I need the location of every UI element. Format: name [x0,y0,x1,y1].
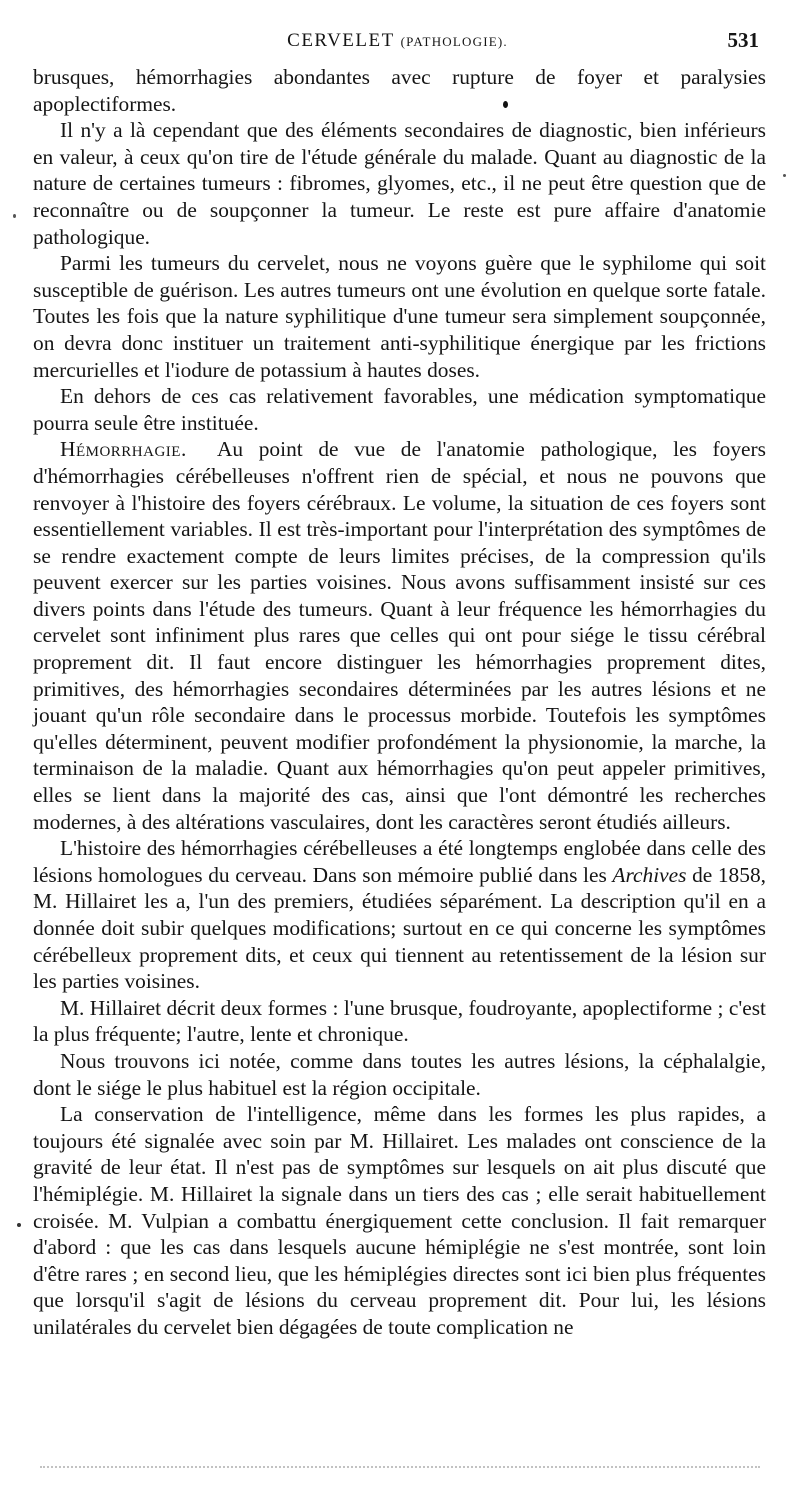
section-heading: Hémorrhagie. [60,437,187,462]
paragraph: M. Hillairet décrit deux formes : l'une brusque, foudroyante, apoplectiforme ; c'est la plus fréquente; l'autre, lente et chronique. [33,995,766,1047]
paragraph: Nous trouvons ici notée, comme dans toutes les autres lésions, la céphalalgie, dont le siége le plus habituel est la région occipitale. [33,1048,766,1100]
paragraph: Il n'y a là cependant que des éléments secondaires de diagnostic, bien inférieurs en valeur, à ceux qu'on tire de l'étude générale du malade. Quant au diagnostic de la nature de certaines tumeurs : fibromes, glyomes, etc., il ne peut être question que de reconnaître ou de soupçonner la tumeur. Le reste est pure affaire d'anatomie pathologique. [33,118,766,249]
running-head [30,28,765,62]
paragraph-text: Au point de vue de l'anatomie pathologique, les foyers d'hémorrhagies cérébelleuses n'offrent rien de spécial, et nous ne pouvons que renvoyer à l'histoire des foyers cérébraux. Le volume, la situation de ces foyers sont essentiellement variables. Il est très-important pour l'interprétation des symptômes de se rendre exactement compte de leurs limites précises, de la compression qu'ils peuvent exercer sur les parties voisines. Nous avons suffisamment insisté sur ces divers points dans l'étude des tumeurs. Quant à leur fréquence les hémorrhagies du cervelet sont infiniment plus rares que celles qui ont pour siége le tissu cérébral proprement dit. Il faut encore distinguer les hémorrhagies proprement dites, primitives, des hémorrhagies secondaires déterminées par les autres lésions et ne jouant qu'un rôle secondaire dans le processus morbide. Toutefois les symptômes qu'elles déterminent, peuvent modifier profondément la physionomie, la marche, la terminaison de la maladie. Quant aux hémorrhagies qu'on peut appeler primitives, elles se lient dans la majorité des cas, ainsi que l'ont démontré les recherches modernes, à des altérations vasculaires, dont les caractères seront étudiés ailleurs. [33,437,767,834]
print-speck [13,214,16,218]
paragraph-hemorrhagie [33,436,766,835]
running-title-sub: (PATHOLOGIE). [400,34,508,49]
paragraph: Parmi les tumeurs du cervelet, nous ne voyons guère que le syphilome qui soit susceptible de guérison. Les autres tumeurs ont une évolution en quelque sorte fatale. Toutes les fois que la nature syphilitique d'une tumeur sera simplement soupçonnée, on devra donc instituer un traitement anti-syphilitique énergique par les frictions mercurielles et l'iodure de potassium à hautes doses. [33,251,766,382]
print-speck [783,174,786,177]
paragraph [33,835,766,995]
journal-title: Archives [612,862,687,887]
page-number: 531 [727,28,759,52]
paragraph: En dehors de ces cas relativement favorables, une médication symptomatique pourra seule être instituée. [33,384,766,435]
body-text [33,64,766,1341]
print-speck [17,1223,21,1227]
page-bottom-bleed [40,1466,760,1474]
paragraph-text: de 1858, M. Hillairet les a, l'un des premiers, étudiées séparément. La description qu'il en a donnée doit subir quelques modifications; surtout en ce qui concerne les symptômes cérébelleux proprement dits, et ceux qui tiennent au retentissement de la lésion sur les parties voisines. [33,862,766,994]
running-title-main: CERVELET [287,30,395,51]
running-title [30,30,765,52]
paragraph: brusques, hémorrhagies abondantes avec rupture de foyer et paralysies apoplectiformes. [33,65,766,116]
paragraph-text: L'histoire des hémorrhagies cérébelleuses a été longtemps englobée dans celle des lésions homologues du cerveau. Dans son mémoire publié dans les [33,836,766,887]
paragraph: La conservation de l'intelligence, même dans les formes les plus rapides, a toujours été signalée avec soin par M. Hillairet. Les malades ont conscience de la gravité de leur état. Il n'est pas de symptômes sur lesquels on ait plus discuté que l'hémiplégie. M. Hillairet la signale dans un tiers des cas ; elle serait habituellement croisée. M. Vulpian a combattu énergiquement cette conclusion. Il fait remarquer d'abord : que les cas dans lesquels aucune hémiplégie ne s'est montrée, sont loin d'être rares ; en second lieu, que les hémiplégies directes sont ici bien plus fréquentes que lorsqu'il s'agit de lésions du cerveau proprement dit. Pour lui, les lésions unilatérales du cervelet bien dégagées de toute complication ne [33,1102,766,1339]
